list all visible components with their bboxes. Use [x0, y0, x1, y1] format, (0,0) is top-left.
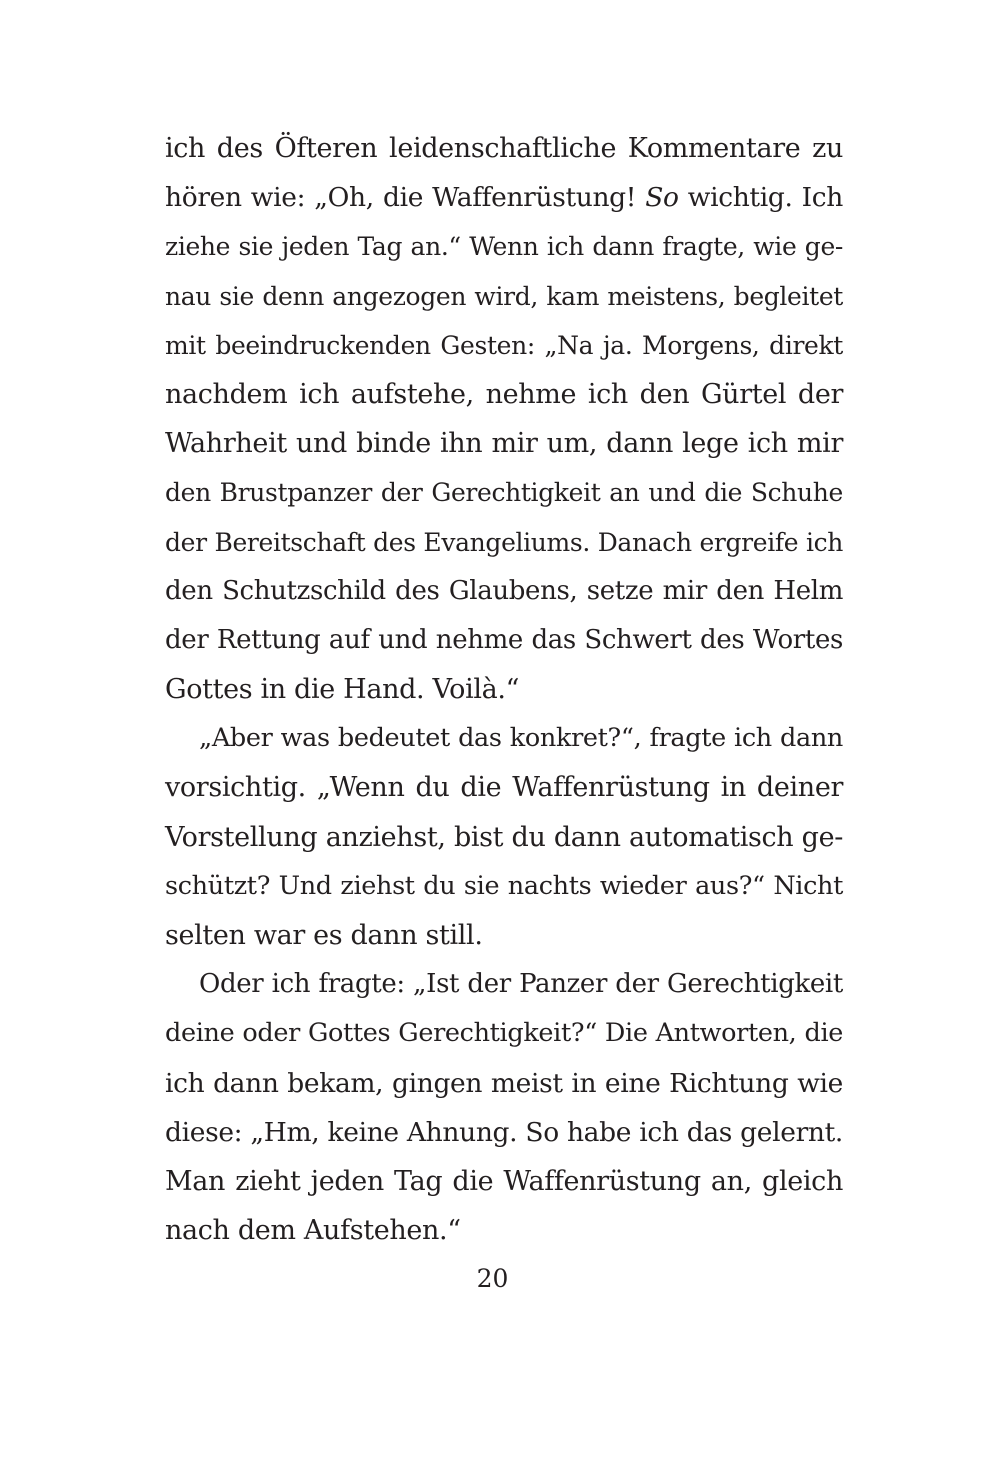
text-line: „Aber was bedeutet das konkret?“, fragte ich dann	[199, 723, 843, 754]
text-line: ich des Öfteren leidenschaftliche Kommentare zu	[165, 133, 843, 164]
text-line: selten war es dann still.	[165, 920, 483, 951]
text-line: Gottes in die Hand. Voilà.“	[165, 674, 520, 706]
text-line: nach dem Aufstehen.“	[165, 1215, 461, 1247]
text-line: nachdem ich aufstehe, nehme ich den Gürtel der	[165, 378, 843, 410]
text-line: Oder ich fragte: „Ist der Panzer der Gerechtigkeit	[199, 969, 843, 1000]
text-line: den Brustpanzer der Gerechtigkeit an und die Schuhe	[165, 478, 843, 508]
text-line: Man zieht jeden Tag die Waffenrüstung an, gleich	[165, 1165, 843, 1197]
text-line: hören wie: „Oh, die Waffenrüstung! So wichtig. Ich	[165, 182, 843, 214]
text-line: deine oder Gottes Gerechtigkeit?“ Die Antworten, die	[165, 1018, 843, 1049]
text-line: ziehe sie jeden Tag an.“ Wenn ich dann fragte, wie ge-	[165, 232, 843, 262]
text-line: der Rettung auf und nehme das Schwert des Wortes	[165, 624, 843, 655]
text-line: Vorstellung anziehst, bist du dann automatisch ge-	[165, 821, 843, 853]
page-number: 20	[476, 1264, 509, 1293]
text-line: vorsichtig. „Wenn du die Waffenrüstung in deiner	[165, 772, 843, 804]
text-line: der Bereitschaft des Evangeliums. Danach ergreife ich	[165, 527, 843, 557]
text-line: diese: „Hm, keine Ahnung. So habe ich das gelernt.	[165, 1116, 843, 1148]
text-line: nau sie denn angezogen wird, kam meistens, begleitet	[165, 281, 843, 311]
text-line: Wahrheit und binde ihn mir um, dann lege ich mir	[165, 428, 843, 460]
text-line: den Schutzschild des Glaubens, setze mir den Helm	[165, 575, 843, 606]
text-line: mit beeindruckenden Gesten: „Na ja. Morgens, direkt	[165, 330, 843, 360]
text-line: schützt? Und ziehst du sie nachts wieder aus?“ Nicht	[165, 870, 843, 901]
body-text	[165, 124, 843, 1255]
emphasis: So	[645, 182, 679, 214]
text-line: ich dann bekam, gingen meist in eine Richtung wie	[165, 1067, 843, 1099]
